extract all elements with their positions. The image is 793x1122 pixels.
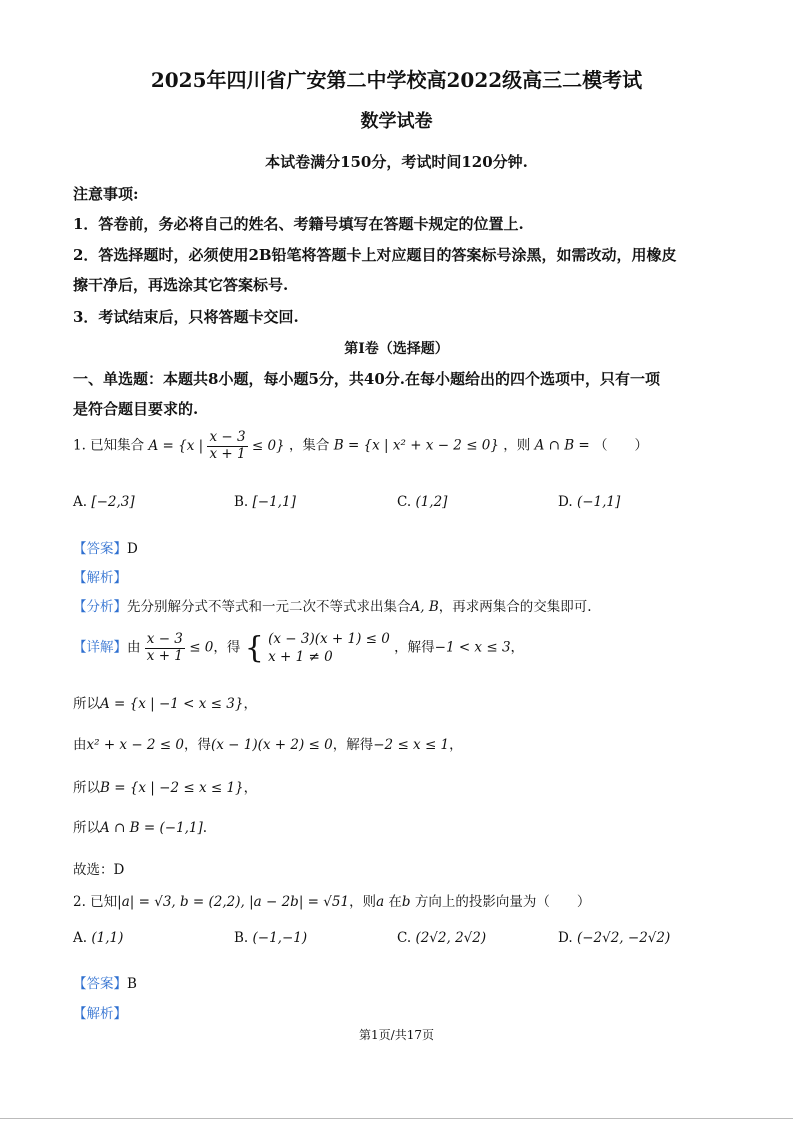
q2-option-c: C. (2√2, 2√2) bbox=[397, 930, 487, 946]
q2-option-d: D. (−2√2, −2√2) bbox=[558, 930, 671, 946]
q1-line-setB: 所以B = {x | −2 ≤ x ≤ 1}， bbox=[73, 780, 258, 796]
notes-item-2: 2．答选择题时，必须使用2B铅笔将答题卡上对应题目的答案标号涂黑，如需改动，用橡皮 bbox=[73, 246, 677, 264]
q1-answer: 【答案】D bbox=[73, 541, 138, 557]
q1-conclusion: 故选：D bbox=[73, 862, 125, 878]
q1-line-setA: 所以A = {x | −1 < x ≤ 3}， bbox=[73, 696, 257, 712]
q1-analysis-tag: 【解析】 bbox=[73, 570, 127, 586]
exam-subtitle: 数学试卷 bbox=[360, 111, 433, 132]
q2-condition: |a| = √3, b = (2,2), |a − 2b| = √51 bbox=[117, 894, 350, 910]
notes-heading: 注意事项: bbox=[73, 185, 139, 203]
q1-paren: （ ） bbox=[594, 437, 649, 454]
q1-detail-system: (x − 3)(x + 1) ≤ 0 x + 1 ≠ 0 bbox=[268, 631, 390, 666]
q1-option-a: A. [−2,3] bbox=[73, 494, 135, 510]
q1-setA: A = {x | $\frac{x - 3}{x + 1}$ ≤ 0} bbox=[148, 429, 285, 462]
q1-ask: ，则 bbox=[503, 437, 531, 454]
q1-fenxi: 【分析】先分别解分式不等式和一元二次不等式求出集合A, B，再求两集合的交集即可. bbox=[73, 599, 592, 615]
notes-item-1: 1．答卷前，务必将自己的姓名、考籍号填写在答题卡规定的位置上. bbox=[73, 215, 524, 233]
q2-analysis-tag: 【解析】 bbox=[73, 1006, 127, 1022]
page-number: 第1页/共17页 bbox=[359, 1028, 434, 1042]
question-2-stem: 2. 已知|a| = √3, b = (2,2), |a − 2b| = √51，则a 在b 方向上的投影向量为（ ） bbox=[73, 894, 591, 910]
answer-tag: 【答案】 bbox=[73, 541, 127, 557]
part-heading-line2: 是符合题目要求的. bbox=[73, 400, 199, 418]
q2-option-b: B. (−1,−1) bbox=[234, 930, 308, 946]
q1-setA-fraction: $\frac{x - 3}{x + 1}$ bbox=[209, 429, 246, 462]
q1-line-intersection: 所以A ∩ B = (−1,1]. bbox=[73, 820, 208, 836]
q2-option-a: A. (1,1) bbox=[73, 930, 124, 946]
part-heading-line1: 一、单选题：本题共8小题，每小题5分，共40分.在每小题给出的四个选项中，只有一项 bbox=[73, 370, 660, 388]
q1-detail: 【详解】由 $\frac{x - 3}{x + 1}$ ≤ 0，得 { (x − 3)(x + 1) ≤ 0 x + 1 ≠ 0 ，解得−1 < x ≤ 3， bbox=[73, 630, 525, 666]
q1-detail-fraction: $\frac{x - 3}{x + 1}$ bbox=[146, 631, 183, 664]
detail-tag: 【详解】 bbox=[73, 639, 127, 656]
exam-info: 本试卷满分150分，考试时间120分钟. bbox=[265, 153, 528, 171]
page-bottom-divider bbox=[0, 1118, 793, 1119]
exam-title: 2025年四川省广安第二中学校高2022级高三二模考试 bbox=[150, 68, 643, 92]
q1-setB: B = {x | x² + x − 2 ≤ 0} bbox=[333, 437, 499, 454]
q1-mid: ，集合 bbox=[288, 437, 330, 454]
q1-option-c: C. (1,2] bbox=[397, 494, 448, 510]
notes-item-2-cont: 擦干净后，再选涂其它答案标号. bbox=[73, 276, 289, 294]
q1-line-quadratic: 由x² + x − 2 ≤ 0，得(x − 1)(x + 2) ≤ 0，解得−2 ≤ x ≤ 1， bbox=[73, 737, 463, 753]
question-1-stem bbox=[73, 430, 648, 462]
fenxi-tag: 【分析】 bbox=[73, 599, 127, 615]
q1-option-d: D. (−1,1] bbox=[558, 494, 621, 510]
q2-answer: 【答案】B bbox=[73, 976, 137, 992]
notes-item-3: 3．考试结束后，只将答题卡交回. bbox=[73, 308, 299, 326]
q1-ask-expr: A ∩ B = bbox=[534, 437, 590, 454]
q1-prefix: 1. 已知集合 bbox=[73, 437, 145, 454]
q1-option-b: B. [−1,1] bbox=[234, 494, 296, 510]
volume-heading: 第I卷（选择题） bbox=[344, 341, 449, 357]
